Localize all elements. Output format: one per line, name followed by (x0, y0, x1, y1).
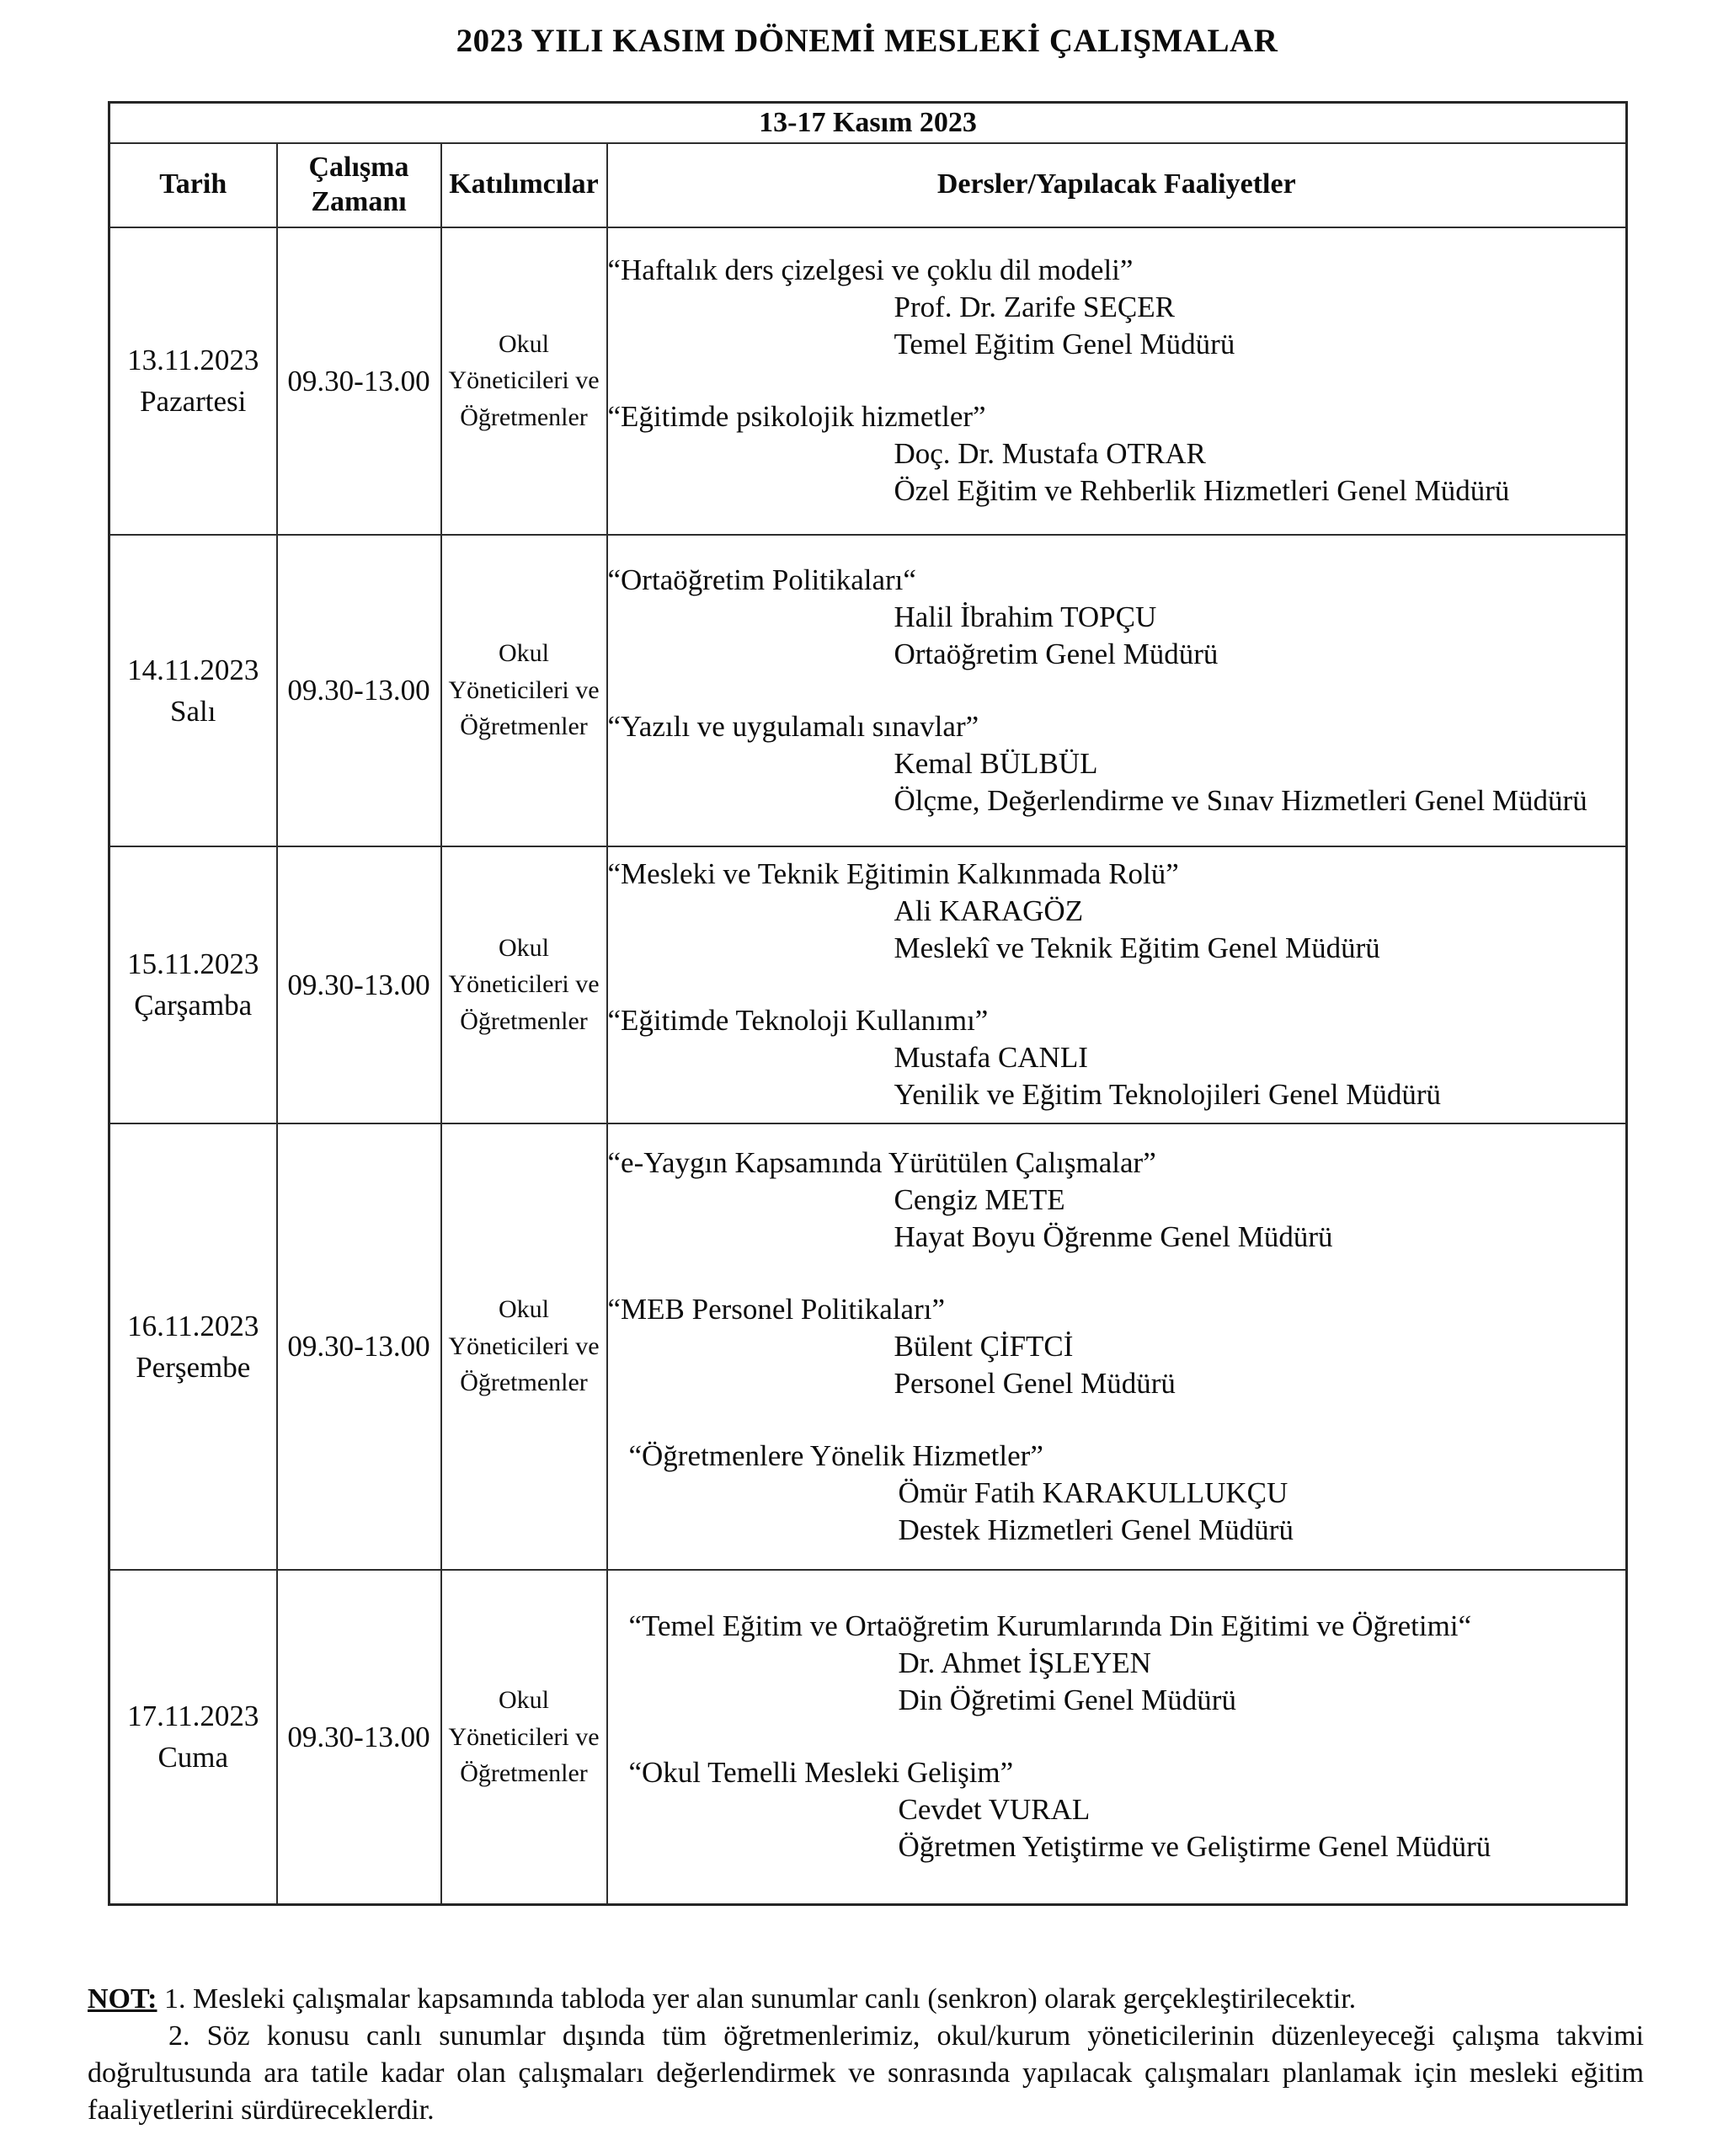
date-value: 13.11.2023 (127, 344, 259, 376)
activity-item (608, 1608, 1626, 1719)
activity-item (608, 856, 1626, 967)
table-caption-row (109, 103, 1627, 143)
date-cell (109, 846, 277, 1123)
activity-topic: “Eğitimde Teknoloji Kullanımı” (607, 1004, 989, 1037)
participants-cell: Okul Yöneticileri ve Öğretmenler (441, 535, 607, 846)
activity-topic: “Yazılı ve uygulamalı sınavlar” (607, 709, 979, 743)
activity-speaker-role: Din Öğretimi Genel Müdürü (898, 1684, 1236, 1717)
footer-notes (88, 1981, 1644, 2129)
activities-cell (607, 846, 1627, 1123)
activity-topic: “Temel Eğitim ve Ortaöğretim Kurumlarında Din Eğitimi ve Öğretimi“ (628, 1609, 1472, 1643)
activity-speaker-role: Personel Genel Müdürü (894, 1366, 1176, 1400)
activity-speaker: Cevdet VURAL (898, 1793, 1091, 1827)
table-caption: 13-17 Kasım 2023 (109, 103, 1627, 143)
participants-cell: Okul Yöneticileri ve Öğretmenler (441, 846, 607, 1123)
activity-topic: “Eğitimde psikolojik hizmetler” (607, 400, 986, 433)
table-header-row (109, 143, 1627, 227)
column-header-activities: Dersler/Yapılacak Faaliyetler (607, 143, 1627, 227)
participants-cell: Okul Yöneticileri ve Öğretmenler (441, 227, 607, 535)
column-header-time: Çalışma Zamanı (277, 143, 441, 227)
time-cell: 09.30-13.00 (277, 846, 441, 1123)
day-name: Perşembe (136, 1350, 251, 1384)
activity-speaker: Ömür Fatih KARAKULLUKÇU (898, 1476, 1288, 1509)
activity-item (608, 1291, 1626, 1402)
activity-speaker: Dr. Ahmet İŞLEYEN (898, 1646, 1151, 1680)
activity-item (608, 708, 1626, 819)
day-name: Salı (170, 694, 216, 728)
note-item-1-text: 1. Mesleki çalışmalar kapsamında tabloda yer alan sunumlar canlı (senkron) olarak gerçekleştirilecektir. (163, 1983, 1357, 2015)
activity-speaker-role: Yenilik ve Eğitim Teknolojileri Genel Müdürü (894, 1078, 1442, 1111)
activity-speaker-role: Temel Eğitim Genel Müdürü (894, 328, 1235, 360)
activity-item (608, 252, 1626, 363)
time-cell: 09.30-13.00 (277, 1123, 441, 1570)
activity-topic: “Mesleki ve Teknik Eğitimin Kalkınmada Rolü” (607, 857, 1179, 890)
note-item-1 (88, 1981, 1644, 2018)
activity-item (608, 1145, 1626, 1256)
table-row (109, 1123, 1627, 1570)
table-row (109, 535, 1627, 846)
activity-topic: “Öğretmenlere Yönelik Hizmetler” (628, 1438, 1043, 1472)
activity-item (608, 1754, 1626, 1865)
activity-speaker-role: Öğretmen Yetiştirme ve Geliştirme Genel Müdürü (898, 1830, 1491, 1864)
day-name: Çarşamba (134, 989, 253, 1022)
activity-item (608, 398, 1626, 510)
time-cell: 09.30-13.00 (277, 535, 441, 846)
activity-speaker-role: Özel Eğitim ve Rehberlik Hizmetleri Genel Müdürü (894, 474, 1510, 507)
activity-speaker: Bülent ÇİFTCİ (894, 1329, 1074, 1363)
activity-speaker: Mustafa CANLI (894, 1041, 1088, 1074)
activity-speaker: Prof. Dr. Zarife SEÇER (894, 291, 1175, 323)
date-value: 14.11.2023 (127, 653, 259, 686)
activity-speaker-role: Ortaöğretim Genel Müdürü (894, 637, 1219, 670)
activity-topic: “Okul Temelli Mesleki Gelişim” (628, 1756, 1014, 1790)
activity-topic: “MEB Personel Politikaları” (607, 1292, 945, 1326)
date-cell (109, 1123, 277, 1570)
time-cell: 09.30-13.00 (277, 227, 441, 535)
date-cell (109, 535, 277, 846)
participants-cell: Okul Yöneticileri ve Öğretmenler (441, 1570, 607, 1905)
date-value: 16.11.2023 (127, 1309, 259, 1342)
activity-item (608, 1438, 1626, 1549)
table-row (109, 227, 1627, 535)
activity-topic: “Ortaöğretim Politikaları“ (607, 563, 916, 596)
note-item-2: 2. Söz konusu canlı sunumlar dışında tüm öğretmenlerimiz, okul/kurum yöneticilerinin düzenleyeceği çalışma takvimi doğrultusunda ara tatile kadar olan çalışmaları değerlendirmek ve sonrasında yapılacak çalışmaları planlamak için mesleki eğitim faaliyetlerini sürdüreceklerdir. (88, 2020, 1644, 2126)
participants-cell: Okul Yöneticileri ve Öğretmenler (441, 1123, 607, 1570)
activity-speaker: Kemal BÜLBÜL (894, 746, 1098, 780)
activity-topic: “Haftalık ders çizelgesi ve çoklu dil modeli” (607, 253, 1134, 286)
date-cell (109, 1570, 277, 1905)
activity-speaker-role: Ölçme, Değerlendirme ve Sınav Hizmetleri Genel Müdürü (894, 783, 1587, 817)
activities-cell (607, 1570, 1627, 1905)
table-row (109, 846, 1627, 1123)
activities-cell (607, 227, 1627, 535)
table-row (109, 1570, 1627, 1905)
activities-cell (607, 1123, 1627, 1570)
column-header-participants: Katılımcılar (441, 143, 607, 227)
activity-speaker-role: Destek Hizmetleri Genel Müdürü (898, 1513, 1294, 1546)
time-cell: 09.30-13.00 (277, 1570, 441, 1905)
activity-speaker: Ali KARAGÖZ (894, 894, 1084, 927)
date-cell (109, 227, 277, 535)
activity-speaker-role: Hayat Boyu Öğrenme Genel Müdürü (894, 1219, 1333, 1253)
activity-item (608, 562, 1626, 673)
day-name: Cuma (157, 1741, 229, 1774)
schedule-table (108, 101, 1628, 1906)
document-title: 2023 YILI KASIM DÖNEMİ MESLEKİ ÇALIŞMALAR (456, 23, 1278, 59)
date-value: 15.11.2023 (127, 947, 259, 980)
note-label: NOT: (88, 1983, 157, 2015)
activities-cell (607, 535, 1627, 846)
activity-item (608, 1002, 1626, 1113)
activity-speaker: Cengiz METE (894, 1182, 1065, 1216)
activity-speaker: Doç. Dr. Mustafa OTRAR (894, 437, 1206, 470)
column-header-date: Tarih (109, 143, 277, 227)
activity-speaker: Halil İbrahim TOPÇU (894, 600, 1157, 633)
activity-topic: “e-Yaygın Kapsamında Yürütülen Çalışmalar” (607, 1145, 1156, 1179)
day-name: Pazartesi (140, 385, 247, 418)
date-value: 17.11.2023 (127, 1700, 259, 1733)
activity-speaker-role: Meslekî ve Teknik Eğitim Genel Müdürü (894, 931, 1380, 964)
